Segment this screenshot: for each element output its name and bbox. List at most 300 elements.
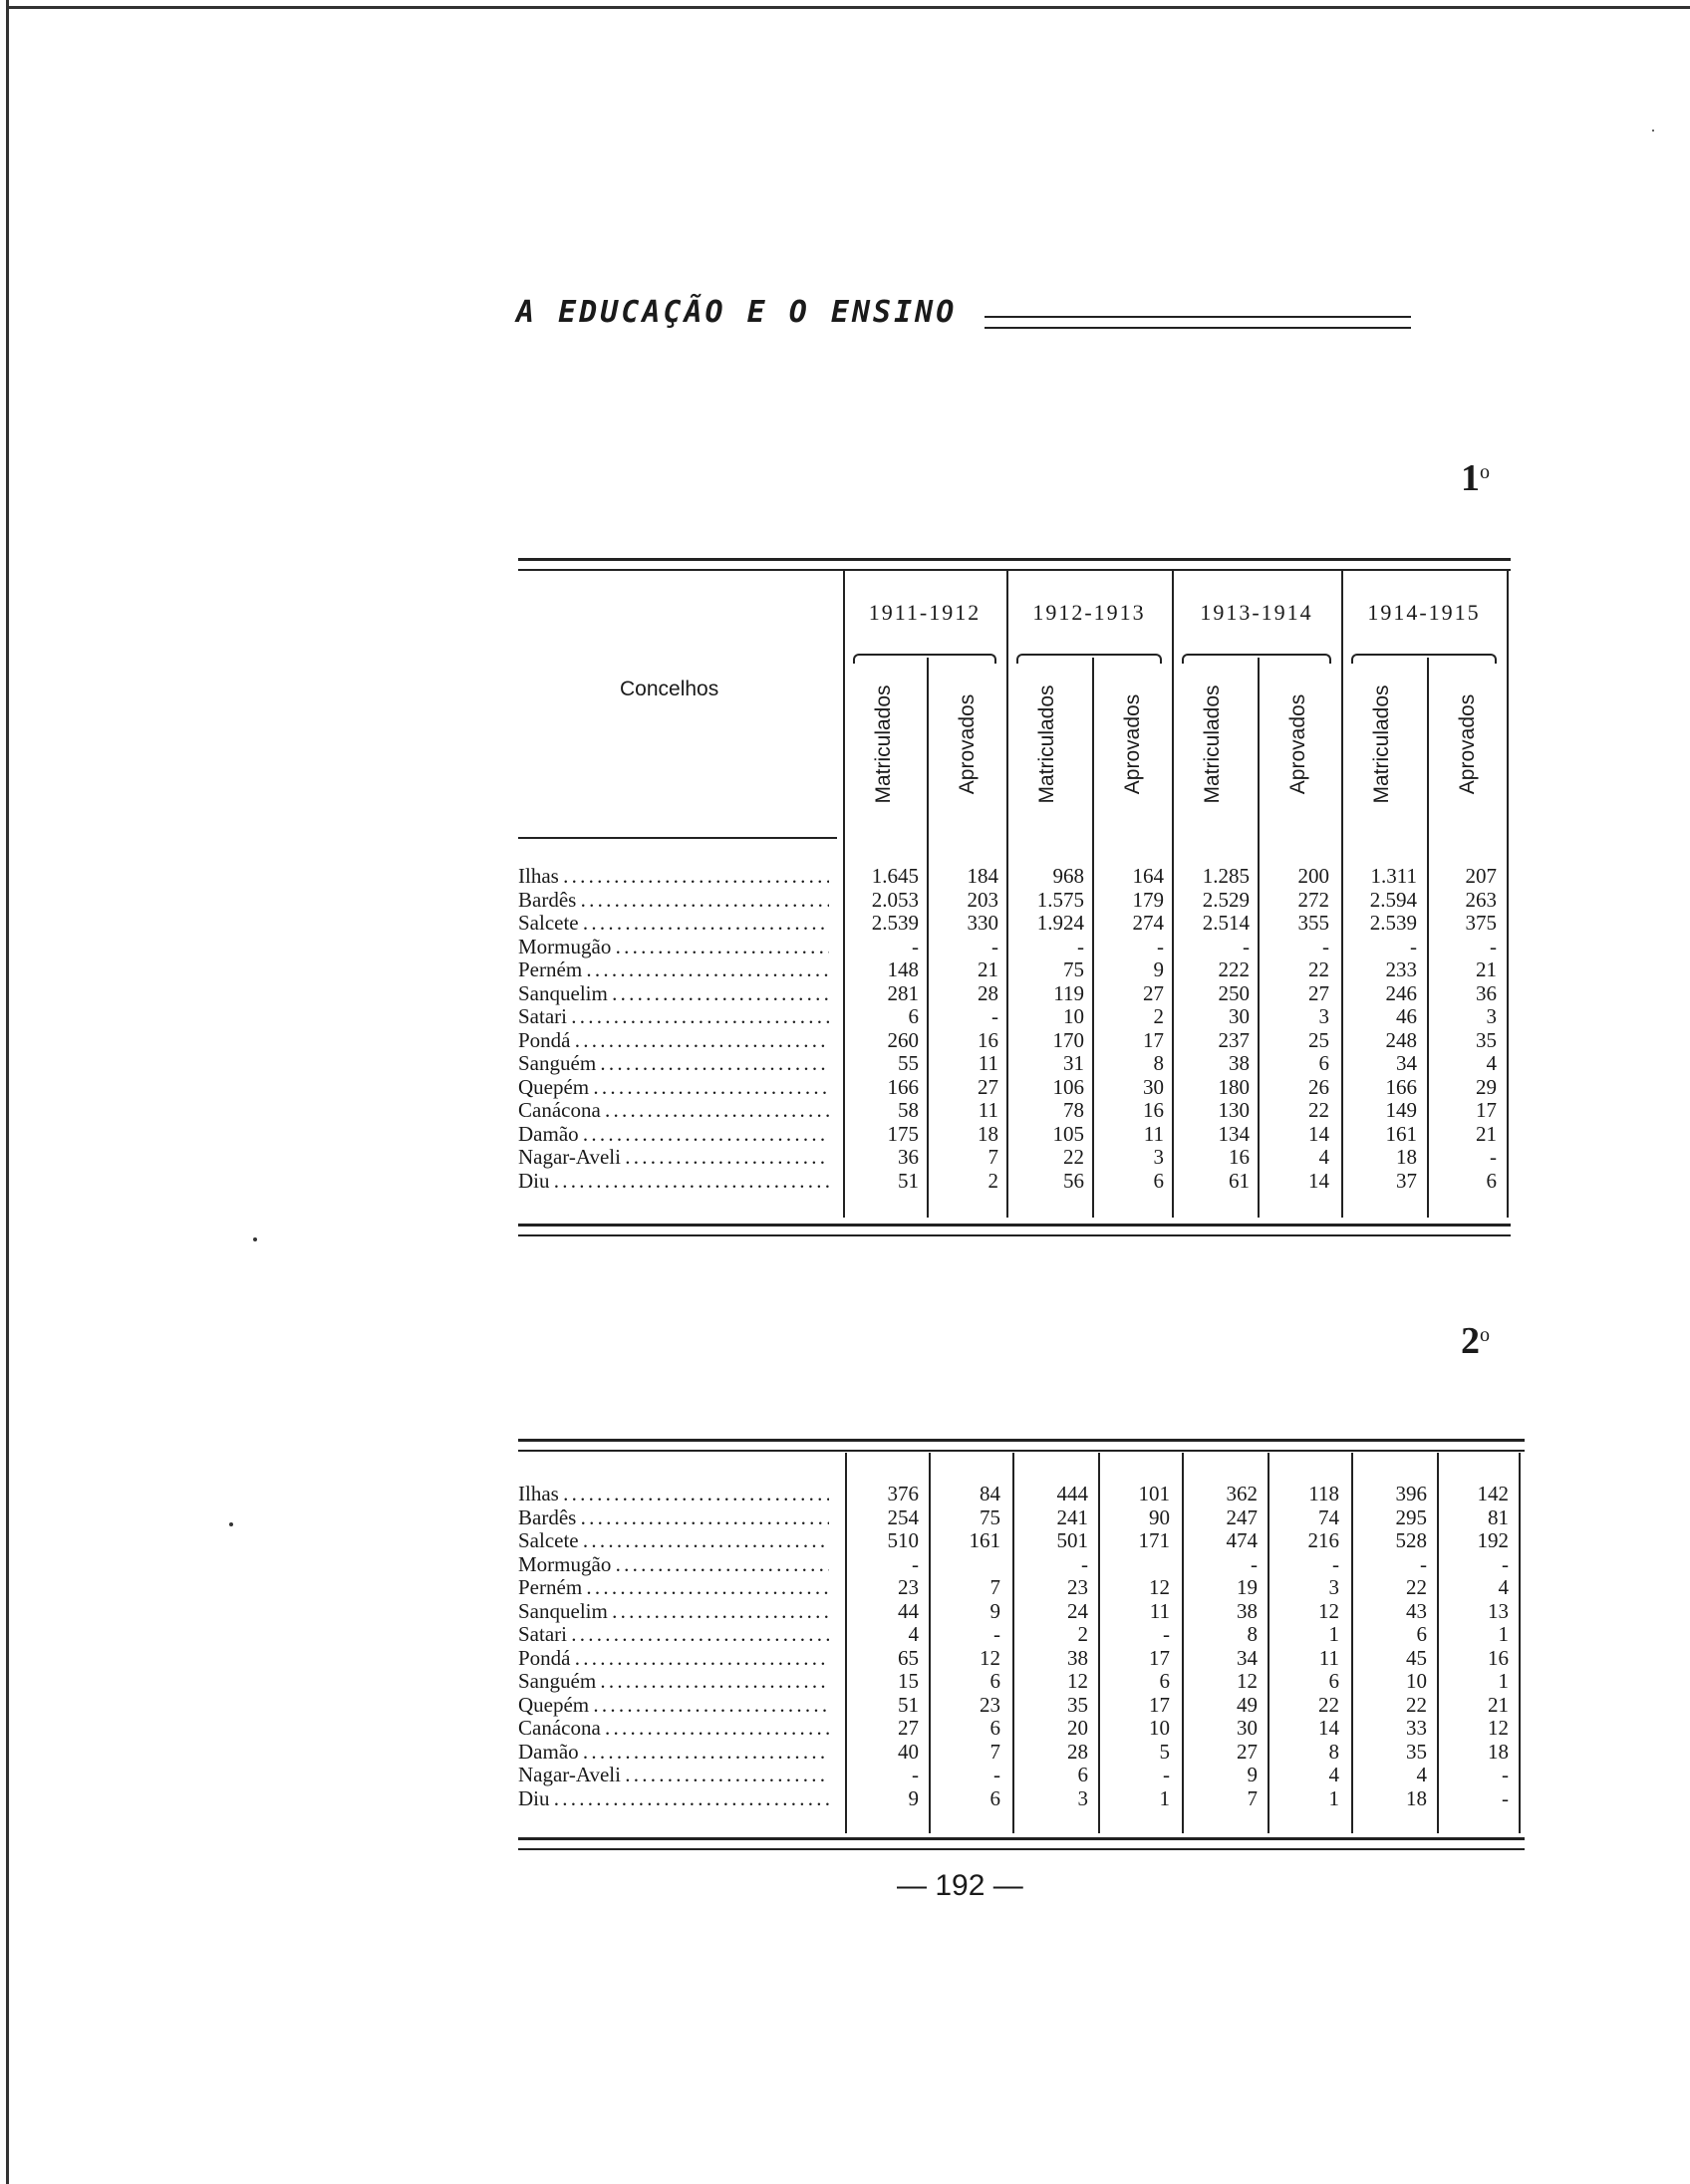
cell-matriculados: 51 <box>898 1168 919 1193</box>
year-header: 1912-1913 <box>1032 600 1146 625</box>
table-row <box>518 1576 1515 1600</box>
cell-matriculados: 27 <box>1237 1739 1258 1764</box>
cell-matriculados: 501 <box>1056 1528 1088 1552</box>
table-row <box>518 1623 1515 1647</box>
cell-aprovados: 16 <box>1488 1645 1509 1670</box>
cell-aprovados: - <box>1490 1145 1497 1169</box>
cell-matriculados: 528 <box>1395 1528 1427 1552</box>
cell-matriculados: 6 <box>1077 1763 1088 1786</box>
table-row <box>518 1553 1515 1577</box>
concelho-name: Sanguém . . . <box>518 1052 829 1076</box>
cell-matriculados: - <box>912 1763 919 1786</box>
cell-matriculados: 444 <box>1056 1482 1088 1505</box>
concelho-name: Perném . . . <box>518 958 829 982</box>
cell-matriculados: - <box>1243 934 1250 958</box>
cell-aprovados: 22 <box>1308 957 1329 981</box>
cell-aprovados: 22 <box>1318 1692 1339 1717</box>
table-row <box>518 1529 1515 1553</box>
cell-matriculados: 6 <box>908 1004 919 1028</box>
cell-matriculados: 281 <box>887 980 919 1005</box>
cell-aprovados: 36 <box>1476 980 1497 1005</box>
cell-matriculados: 148 <box>887 957 919 981</box>
cell-matriculados: 119 <box>1053 980 1084 1005</box>
cell-aprovados: 164 <box>1132 864 1164 888</box>
cell-aprovados: 192 <box>1477 1528 1509 1552</box>
header-bottom-rule <box>518 837 837 839</box>
cell-aprovados: 3 <box>1318 1004 1329 1028</box>
cell-matriculados: 396 <box>1395 1482 1427 1505</box>
cell-matriculados: 51 <box>898 1692 919 1717</box>
cell-aprovados: 17 <box>1476 1098 1497 1122</box>
cell-matriculados: - <box>1077 934 1084 958</box>
table-row <box>518 1717 1515 1741</box>
table-row <box>518 958 1515 982</box>
table-row <box>518 982 1515 1006</box>
concelho-name: Sanquelim . . . <box>518 1600 829 1624</box>
cell-aprovados: 330 <box>967 911 998 935</box>
cell-aprovados: 203 <box>967 887 998 912</box>
cell-aprovados: - <box>993 1763 1000 1786</box>
cell-aprovados: 13 <box>1488 1598 1509 1623</box>
cell-aprovados: 26 <box>1308 1074 1329 1099</box>
concelho-name: Sanguém . . . <box>518 1670 829 1694</box>
page-number: — 192 — <box>897 1869 1023 1902</box>
year-header: 1913-1914 <box>1200 600 1313 625</box>
cell-matriculados: 2.539 <box>1369 911 1417 935</box>
cell-matriculados: 65 <box>898 1645 919 1670</box>
cell-aprovados: 11 <box>978 1098 998 1122</box>
cell-matriculados: 2.539 <box>871 911 919 935</box>
cell-aprovados: 6 <box>989 1785 1000 1810</box>
table-row <box>518 1146 1515 1170</box>
cell-aprovados: 2 <box>1153 1004 1164 1028</box>
cell-matriculados: 10 <box>1063 1004 1084 1028</box>
cell-aprovados: 1 <box>1498 1669 1509 1693</box>
cell-matriculados: 4 <box>1416 1763 1427 1786</box>
cell-matriculados: 22 <box>1406 1692 1427 1717</box>
cell-matriculados: 362 <box>1226 1482 1258 1505</box>
cell-matriculados: 247 <box>1226 1504 1258 1529</box>
cell-matriculados: 1.924 <box>1036 911 1084 935</box>
cell-aprovados: - <box>991 934 998 958</box>
cell-aprovados: 12 <box>1318 1598 1339 1623</box>
cell-aprovados: 11 <box>1149 1598 1170 1623</box>
cell-matriculados: 237 <box>1218 1027 1250 1052</box>
cell-matriculados: 61 <box>1229 1168 1250 1193</box>
year-header: 1914-1915 <box>1367 600 1481 625</box>
cell-matriculados: 2.514 <box>1202 911 1250 935</box>
cell-matriculados: 260 <box>887 1027 919 1052</box>
concelho-name: Salcete . . . <box>518 1529 829 1553</box>
section-1-numeral: 1 <box>1461 457 1480 499</box>
cell-aprovados: - <box>993 1622 1000 1646</box>
table-row <box>518 1600 1515 1624</box>
cell-matriculados: 37 <box>1396 1168 1417 1193</box>
cell-matriculados: 968 <box>1052 864 1084 888</box>
cell-matriculados: 241 <box>1056 1504 1088 1529</box>
cell-matriculados: - <box>1251 1551 1258 1576</box>
concelho-name: Diu . . . <box>518 1787 829 1811</box>
cell-aprovados: 1 <box>1498 1622 1509 1646</box>
cell-aprovados: 6 <box>989 1716 1000 1740</box>
cell-matriculados: 27 <box>898 1716 919 1740</box>
cell-aprovados: 17 <box>1143 1027 1164 1052</box>
cell-matriculados: 58 <box>898 1098 919 1122</box>
cell-aprovados: 75 <box>980 1504 1000 1529</box>
cell-aprovados: 16 <box>978 1027 998 1052</box>
cell-aprovados: 4 <box>1328 1763 1339 1786</box>
concelho-name: Satari . . . <box>518 1005 829 1029</box>
table-row <box>518 1123 1515 1147</box>
cell-matriculados: 474 <box>1226 1528 1258 1552</box>
cell-aprovados: 263 <box>1465 887 1497 912</box>
column-rule <box>1519 1453 1521 1833</box>
table-row <box>518 1170 1515 1194</box>
concelho-name: Mormugão . . . <box>518 1553 829 1577</box>
cell-aprovados: 216 <box>1307 1528 1339 1552</box>
cell-matriculados: 376 <box>887 1482 919 1505</box>
cell-matriculados: 134 <box>1218 1121 1250 1146</box>
cell-aprovados: 184 <box>967 864 998 888</box>
concelho-name: Quepém . . . <box>518 1694 829 1718</box>
page-edge-left <box>6 0 9 2184</box>
cell-aprovados: 179 <box>1132 887 1164 912</box>
cell-matriculados: 24 <box>1067 1598 1088 1623</box>
concelho-name: Nagar-Aveli . . . <box>518 1146 829 1170</box>
cell-aprovados: 27 <box>1308 980 1329 1005</box>
cell-matriculados: 34 <box>1396 1051 1417 1075</box>
cell-aprovados: - <box>1502 1785 1509 1810</box>
cell-matriculados: 36 <box>898 1145 919 1169</box>
cell-matriculados: 1.285 <box>1202 864 1250 888</box>
cell-matriculados: 246 <box>1385 980 1417 1005</box>
cell-aprovados: 142 <box>1477 1482 1509 1505</box>
table-row <box>518 1670 1515 1694</box>
cell-aprovados: 14 <box>1308 1168 1329 1193</box>
cell-aprovados: 17 <box>1149 1645 1170 1670</box>
cell-aprovados: - <box>1490 934 1497 958</box>
cell-aprovados: 171 <box>1138 1528 1170 1552</box>
cell-matriculados: 3 <box>1077 1785 1088 1810</box>
cell-matriculados: 38 <box>1237 1598 1258 1623</box>
column-header-concelhos: Concelhos <box>620 678 719 700</box>
column-header-matriculados: Matriculados <box>1201 684 1224 804</box>
column-header-matriculados: Matriculados <box>872 684 895 804</box>
cell-aprovados: 27 <box>1143 980 1164 1005</box>
concelho-name: Satari . . . <box>518 1623 829 1647</box>
cell-aprovados: 18 <box>1488 1739 1509 1764</box>
cell-aprovados: 28 <box>978 980 998 1005</box>
cell-matriculados: 254 <box>887 1504 919 1529</box>
column-header-matriculados: Matriculados <box>1370 684 1393 804</box>
concelho-name: Canácona . . . <box>518 1717 829 1741</box>
cell-aprovados: 6 <box>1486 1168 1497 1193</box>
cell-aprovados: - <box>1163 1763 1170 1786</box>
page-title: A EDUCAÇÃO E O ENSINO <box>516 295 958 330</box>
cell-matriculados: 2.594 <box>1369 887 1417 912</box>
cell-aprovados: 6 <box>989 1669 1000 1693</box>
cell-aprovados: 29 <box>1476 1074 1497 1099</box>
cell-aprovados: 74 <box>1318 1504 1339 1529</box>
table-row <box>518 1076 1515 1100</box>
cell-matriculados: 295 <box>1395 1504 1427 1529</box>
cell-aprovados: 1 <box>1159 1785 1170 1810</box>
cell-matriculados: - <box>912 934 919 958</box>
concelho-name: Salcete . . . <box>518 912 829 936</box>
cell-aprovados: 200 <box>1297 864 1329 888</box>
cell-aprovados: 12 <box>1149 1575 1170 1599</box>
table-top-rule <box>518 1439 1525 1452</box>
cell-aprovados: 9 <box>989 1598 1000 1623</box>
cell-aprovados: 4 <box>1318 1145 1329 1169</box>
concelho-name: Damão . . . <box>518 1123 829 1147</box>
cell-matriculados: 35 <box>1067 1692 1088 1717</box>
cell-matriculados: 180 <box>1218 1074 1250 1099</box>
cell-matriculados: 22 <box>1063 1145 1084 1169</box>
concelho-name: Sanquelim . . . <box>518 982 829 1006</box>
cell-matriculados: 175 <box>887 1121 919 1146</box>
column-header-aprovados: Aprovados <box>1456 693 1479 795</box>
cell-aprovados: 8 <box>1328 1739 1339 1764</box>
cell-aprovados: 14 <box>1318 1716 1339 1740</box>
cell-matriculados: 233 <box>1385 957 1417 981</box>
cell-aprovados: 84 <box>980 1482 1000 1505</box>
cell-matriculados: 44 <box>898 1598 919 1623</box>
cell-matriculados: 19 <box>1237 1575 1258 1599</box>
cell-aprovados: 12 <box>1488 1716 1509 1740</box>
cell-matriculados: 18 <box>1406 1785 1427 1810</box>
cell-aprovados: 2 <box>987 1168 998 1193</box>
cell-matriculados: 12 <box>1237 1669 1258 1693</box>
table-row <box>518 1647 1515 1671</box>
cell-aprovados: 12 <box>980 1645 1000 1670</box>
cell-matriculados: 7 <box>1247 1785 1258 1810</box>
cell-aprovados: 272 <box>1297 887 1329 912</box>
cell-aprovados: 11 <box>1318 1645 1339 1670</box>
cell-aprovados: 3 <box>1328 1575 1339 1599</box>
table-section-2 <box>518 1439 1525 1857</box>
cell-matriculados: 166 <box>1385 1074 1417 1099</box>
cell-aprovados: 3 <box>1153 1145 1164 1169</box>
table-row <box>518 936 1515 959</box>
cell-matriculados: 510 <box>887 1528 919 1552</box>
cell-matriculados: 75 <box>1063 957 1084 981</box>
table-row <box>518 1052 1515 1076</box>
cell-aprovados: - <box>1157 934 1164 958</box>
cell-matriculados: 12 <box>1067 1669 1088 1693</box>
cell-matriculados: 170 <box>1052 1027 1084 1052</box>
column-header-aprovados: Aprovados <box>956 693 979 795</box>
concelho-name: Canácona . . . <box>518 1099 829 1123</box>
section-2-numeral: 2 <box>1461 1320 1480 1362</box>
concelho-name: Ilhas . . . <box>518 1483 829 1506</box>
table-row <box>518 1483 1515 1506</box>
concelho-name: Mormugão . . . <box>518 936 829 959</box>
cell-matriculados: 4 <box>908 1622 919 1646</box>
cell-aprovados: - <box>1502 1763 1509 1786</box>
cell-aprovados: 6 <box>1328 1669 1339 1693</box>
cell-matriculados: 166 <box>887 1074 919 1099</box>
cell-aprovados: - <box>1163 1622 1170 1646</box>
cell-aprovados: 161 <box>969 1528 1000 1552</box>
concelho-name: Perném . . . <box>518 1576 829 1600</box>
cell-aprovados: 4 <box>1498 1575 1509 1599</box>
cell-aprovados: 90 <box>1149 1504 1170 1529</box>
cell-aprovados: 30 <box>1143 1074 1164 1099</box>
cell-matriculados: 18 <box>1396 1145 1417 1169</box>
cell-matriculados: 33 <box>1406 1716 1427 1740</box>
cell-matriculados: 2.053 <box>871 887 919 912</box>
cell-aprovados: 1 <box>1328 1785 1339 1810</box>
cell-matriculados: 2.529 <box>1202 887 1250 912</box>
cell-aprovados: 118 <box>1308 1482 1339 1505</box>
cell-matriculados: - <box>1420 1551 1427 1576</box>
cell-matriculados: 9 <box>1247 1763 1258 1786</box>
cell-matriculados: 40 <box>898 1739 919 1764</box>
table-top-rule <box>518 558 1511 571</box>
cell-matriculados: 6 <box>1416 1622 1427 1646</box>
cell-aprovados: 355 <box>1297 911 1329 935</box>
column-header-matriculados: Matriculados <box>1035 684 1058 804</box>
cell-matriculados: 130 <box>1218 1098 1250 1122</box>
cell-aprovados: 375 <box>1465 911 1497 935</box>
cell-matriculados: 222 <box>1218 957 1250 981</box>
cell-aprovados: 35 <box>1476 1027 1497 1052</box>
cell-matriculados: 78 <box>1063 1098 1084 1122</box>
cell-aprovados: 1 <box>1328 1622 1339 1646</box>
scan-speck <box>1652 130 1654 132</box>
cell-matriculados: 20 <box>1067 1716 1088 1740</box>
cell-matriculados: 9 <box>908 1785 919 1810</box>
cell-aprovados: - <box>1502 1551 1509 1576</box>
column-header-aprovados: Aprovados <box>1286 693 1309 795</box>
concelho-name: Quepém . . . <box>518 1076 829 1100</box>
cell-matriculados: 30 <box>1237 1716 1258 1740</box>
cell-aprovados: 21 <box>978 957 998 981</box>
cell-matriculados: 49 <box>1237 1692 1258 1717</box>
cell-aprovados: 8 <box>1153 1051 1164 1075</box>
section-2-ordinal: o <box>1480 1324 1490 1346</box>
table-row <box>518 1506 1515 1530</box>
cell-aprovados: 5 <box>1159 1739 1170 1764</box>
cell-matriculados: 56 <box>1063 1168 1084 1193</box>
cell-matriculados: 23 <box>898 1575 919 1599</box>
year-header: 1911-1912 <box>868 600 982 625</box>
cell-matriculados: 28 <box>1067 1739 1088 1764</box>
cell-matriculados: 45 <box>1406 1645 1427 1670</box>
concelho-name: Nagar-Aveli . . . <box>518 1764 829 1787</box>
cell-aprovados: - <box>1322 934 1329 958</box>
cell-aprovados: 21 <box>1476 957 1497 981</box>
cell-aprovados: 23 <box>980 1692 1000 1717</box>
concelho-name: Diu . . . <box>518 1170 829 1194</box>
section-1-number <box>1461 456 1490 500</box>
cell-matriculados: 16 <box>1229 1145 1250 1169</box>
cell-matriculados: 35 <box>1406 1739 1427 1764</box>
cell-matriculados: 8 <box>1247 1622 1258 1646</box>
cell-matriculados: 30 <box>1229 1004 1250 1028</box>
concelho-name: Bardês . . . <box>518 889 829 913</box>
cell-matriculados: 43 <box>1406 1598 1427 1623</box>
table-row <box>518 1029 1515 1053</box>
cell-matriculados: - <box>1410 934 1417 958</box>
cell-matriculados: 149 <box>1385 1098 1417 1122</box>
cell-matriculados: - <box>1081 1551 1088 1576</box>
table-row <box>518 1694 1515 1718</box>
cell-matriculados: 23 <box>1067 1575 1088 1599</box>
scan-speck <box>229 1522 233 1526</box>
cell-aprovados: 25 <box>1308 1027 1329 1052</box>
cell-aprovados: 18 <box>978 1121 998 1146</box>
table-row <box>518 1764 1515 1787</box>
section-1-ordinal: o <box>1480 461 1490 483</box>
cell-aprovados: 21 <box>1476 1121 1497 1146</box>
table-bottom-rule <box>518 1837 1525 1850</box>
cell-matriculados: 34 <box>1237 1645 1258 1670</box>
table-row <box>518 1005 1515 1029</box>
cell-matriculados: 161 <box>1385 1121 1417 1146</box>
cell-aprovados: 101 <box>1138 1482 1170 1505</box>
cell-aprovados: 27 <box>978 1074 998 1099</box>
concelho-name: Ilhas . . . <box>518 865 829 889</box>
cell-matriculados: 106 <box>1052 1074 1084 1099</box>
table-row <box>518 1099 1515 1123</box>
concelho-name: Pondá . . . <box>518 1647 829 1671</box>
concelho-name: Pondá . . . <box>518 1029 829 1053</box>
concelho-name: Damão . . . <box>518 1741 829 1765</box>
table-row <box>518 1741 1515 1765</box>
table-section-1 <box>518 558 1511 1235</box>
table-row <box>518 865 1515 889</box>
cell-aprovados: 207 <box>1465 864 1497 888</box>
cell-aprovados: 11 <box>1143 1121 1164 1146</box>
cell-aprovados: - <box>991 1004 998 1028</box>
cell-matriculados: 55 <box>898 1051 919 1075</box>
title-rule <box>985 316 1411 329</box>
cell-aprovados: 17 <box>1149 1692 1170 1717</box>
cell-aprovados: 14 <box>1308 1121 1329 1146</box>
table-row <box>518 1787 1515 1811</box>
page-edge-top <box>6 6 1690 9</box>
table-bottom-rule <box>518 1224 1511 1236</box>
cell-matriculados: 15 <box>898 1669 919 1693</box>
cell-matriculados: 38 <box>1229 1051 1250 1075</box>
cell-matriculados: 248 <box>1385 1027 1417 1052</box>
cell-matriculados: 2 <box>1077 1622 1088 1646</box>
cell-aprovados: 6 <box>1153 1168 1164 1193</box>
cell-matriculados: - <box>912 1551 919 1576</box>
cell-aprovados: 6 <box>1318 1051 1329 1075</box>
column-header-aprovados: Aprovados <box>1121 693 1144 795</box>
cell-aprovados: - <box>1332 1551 1339 1576</box>
cell-matriculados: 10 <box>1406 1669 1427 1693</box>
cell-aprovados: 7 <box>987 1145 998 1169</box>
cell-matriculados: 38 <box>1067 1645 1088 1670</box>
cell-aprovados: 4 <box>1486 1051 1497 1075</box>
cell-matriculados: 31 <box>1063 1051 1084 1075</box>
table-row <box>518 912 1515 936</box>
cell-matriculados: 250 <box>1218 980 1250 1005</box>
cell-aprovados: 9 <box>1153 957 1164 981</box>
scan-speck <box>253 1237 257 1241</box>
cell-matriculados: 1.311 <box>1370 864 1417 888</box>
cell-matriculados: 1.575 <box>1036 887 1084 912</box>
cell-matriculados: 22 <box>1406 1575 1427 1599</box>
cell-aprovados: 7 <box>989 1575 1000 1599</box>
section-2-number <box>1461 1319 1490 1363</box>
table-row <box>518 889 1515 913</box>
cell-aprovados: 7 <box>989 1739 1000 1764</box>
